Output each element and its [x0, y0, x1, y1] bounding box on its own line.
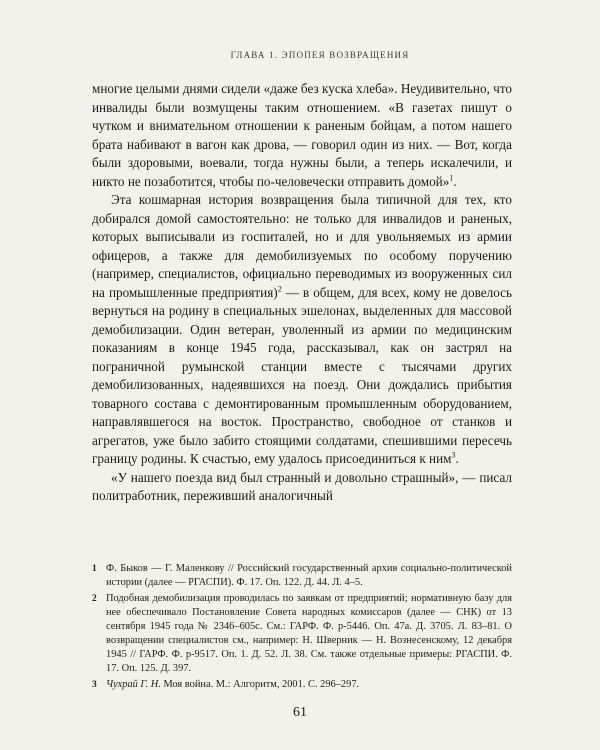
footnote-body: Моя война. М.: Алгоритм, 2001. С. 296–297. — [160, 679, 360, 690]
paragraph-1 — [92, 80, 512, 191]
footnote-number: 2 — [92, 594, 97, 604]
running-header: ГЛАВА 1. ЭПОПЕЯ ВОЗВРАЩЕНИЯ — [230, 50, 410, 60]
footnote-ref: 2 — [277, 284, 282, 294]
paragraph-tail: . — [453, 173, 457, 189]
footnote-ref: 3 — [451, 450, 456, 460]
footnote-2 — [92, 592, 512, 676]
footnotes — [92, 562, 512, 694]
paragraph-text: многие целыми днями сидели «даже без куска хлеба». Неудивительно, что инвалиды были возмущены таким отношением. «В газетах пишут о чутком и внимательном отношении к раненым бойцам, а потом нашего брата набивают в вагон как дрова, — говорил один из них. — Вот, когда были здоровыми, воевали, тогда нужны были, а теперь искалечили, и никто не позаботится, чтобы по-человечески отправить домой» — [92, 81, 512, 189]
page-number: 61 — [293, 705, 307, 720]
main-text — [92, 80, 512, 506]
footnote-body: Подобная демобилизация проводилась по заявкам от предприятий; нормативную базу для нее обеспечивало Постановление Совета народных комиссаров (далее — СНК) от 13 сентября 1945 года № 2346–605с. См.: ГАРФ. Ф. р-5446. Оп. 47а. Д. 3705. Л. 83–81. О возвращении специалистов см., например: Н. Шверник — Н. Вознесенскому, 12 декабря 1945 // ГАРФ. Ф. р-9517. Оп. 1. Д. 52. Л. 38. См. также отдельные примеры: РГАСПИ. Ф. 17. Оп. 125. Д. 397. — [106, 593, 512, 674]
paragraph-2 — [92, 191, 512, 469]
footnote-number: 3 — [92, 680, 97, 690]
footnote-text — [106, 562, 512, 590]
footnote-number: 1 — [92, 564, 97, 574]
footnote-author: Чухрай Г. Н. — [106, 679, 161, 690]
footnote-3 — [92, 678, 512, 692]
footnote-ref: 1 — [449, 173, 454, 183]
footnote-text — [106, 678, 512, 692]
paragraph-tail: — в общем, для всех, кому не довелось вернуться на родину в специальных эшелонах, выделенных для массовой демобилизации. Один ветеран, уволенный из армии по медицинским показаниям в конце 1945 года, рассказывал, как он застрял на пограничной румынской станции вместе с тысячами других демобилизованных, надеявшихся на поезд. Они дождались прибытия товарного состава с демонтированным промышленным оборудованием, направлявшегося на восток. Пространство, свободное от станков и агрегатов, уже было забито стоящими солдатами, спешившими пересечь границу родины. К счастью, ему удалось присоединиться к ним — [92, 284, 512, 466]
paragraph-3 — [92, 469, 512, 506]
paragraph-text: «У нашего поезда вид был странный и довольно страшный», — писал политработник, переживший аналогичный — [92, 469, 512, 503]
paragraph-text: Эта кошмарная история возвращения была типичной для тех, кто добирался домой самостоятельно: не только для инвалидов и раненых, которых выписывали из госпиталей, но и для увольняемых из армии офицеров, а также для демобилизуемых по особому поручению (например, специалистов, официально переводимых из вооруженных сил на промышленные предприятия) — [92, 192, 512, 300]
footnote-text — [106, 592, 512, 676]
footnote-body: Ф. Быков — Г. Маленкову // Российский государственный архив социально-политической истории (далее — РГАСПИ). Ф. 17. Оп. 122. Д. 44. Л. 4–5. — [106, 563, 512, 588]
footnote-1 — [92, 562, 512, 590]
paragraph-end: . — [455, 451, 459, 466]
